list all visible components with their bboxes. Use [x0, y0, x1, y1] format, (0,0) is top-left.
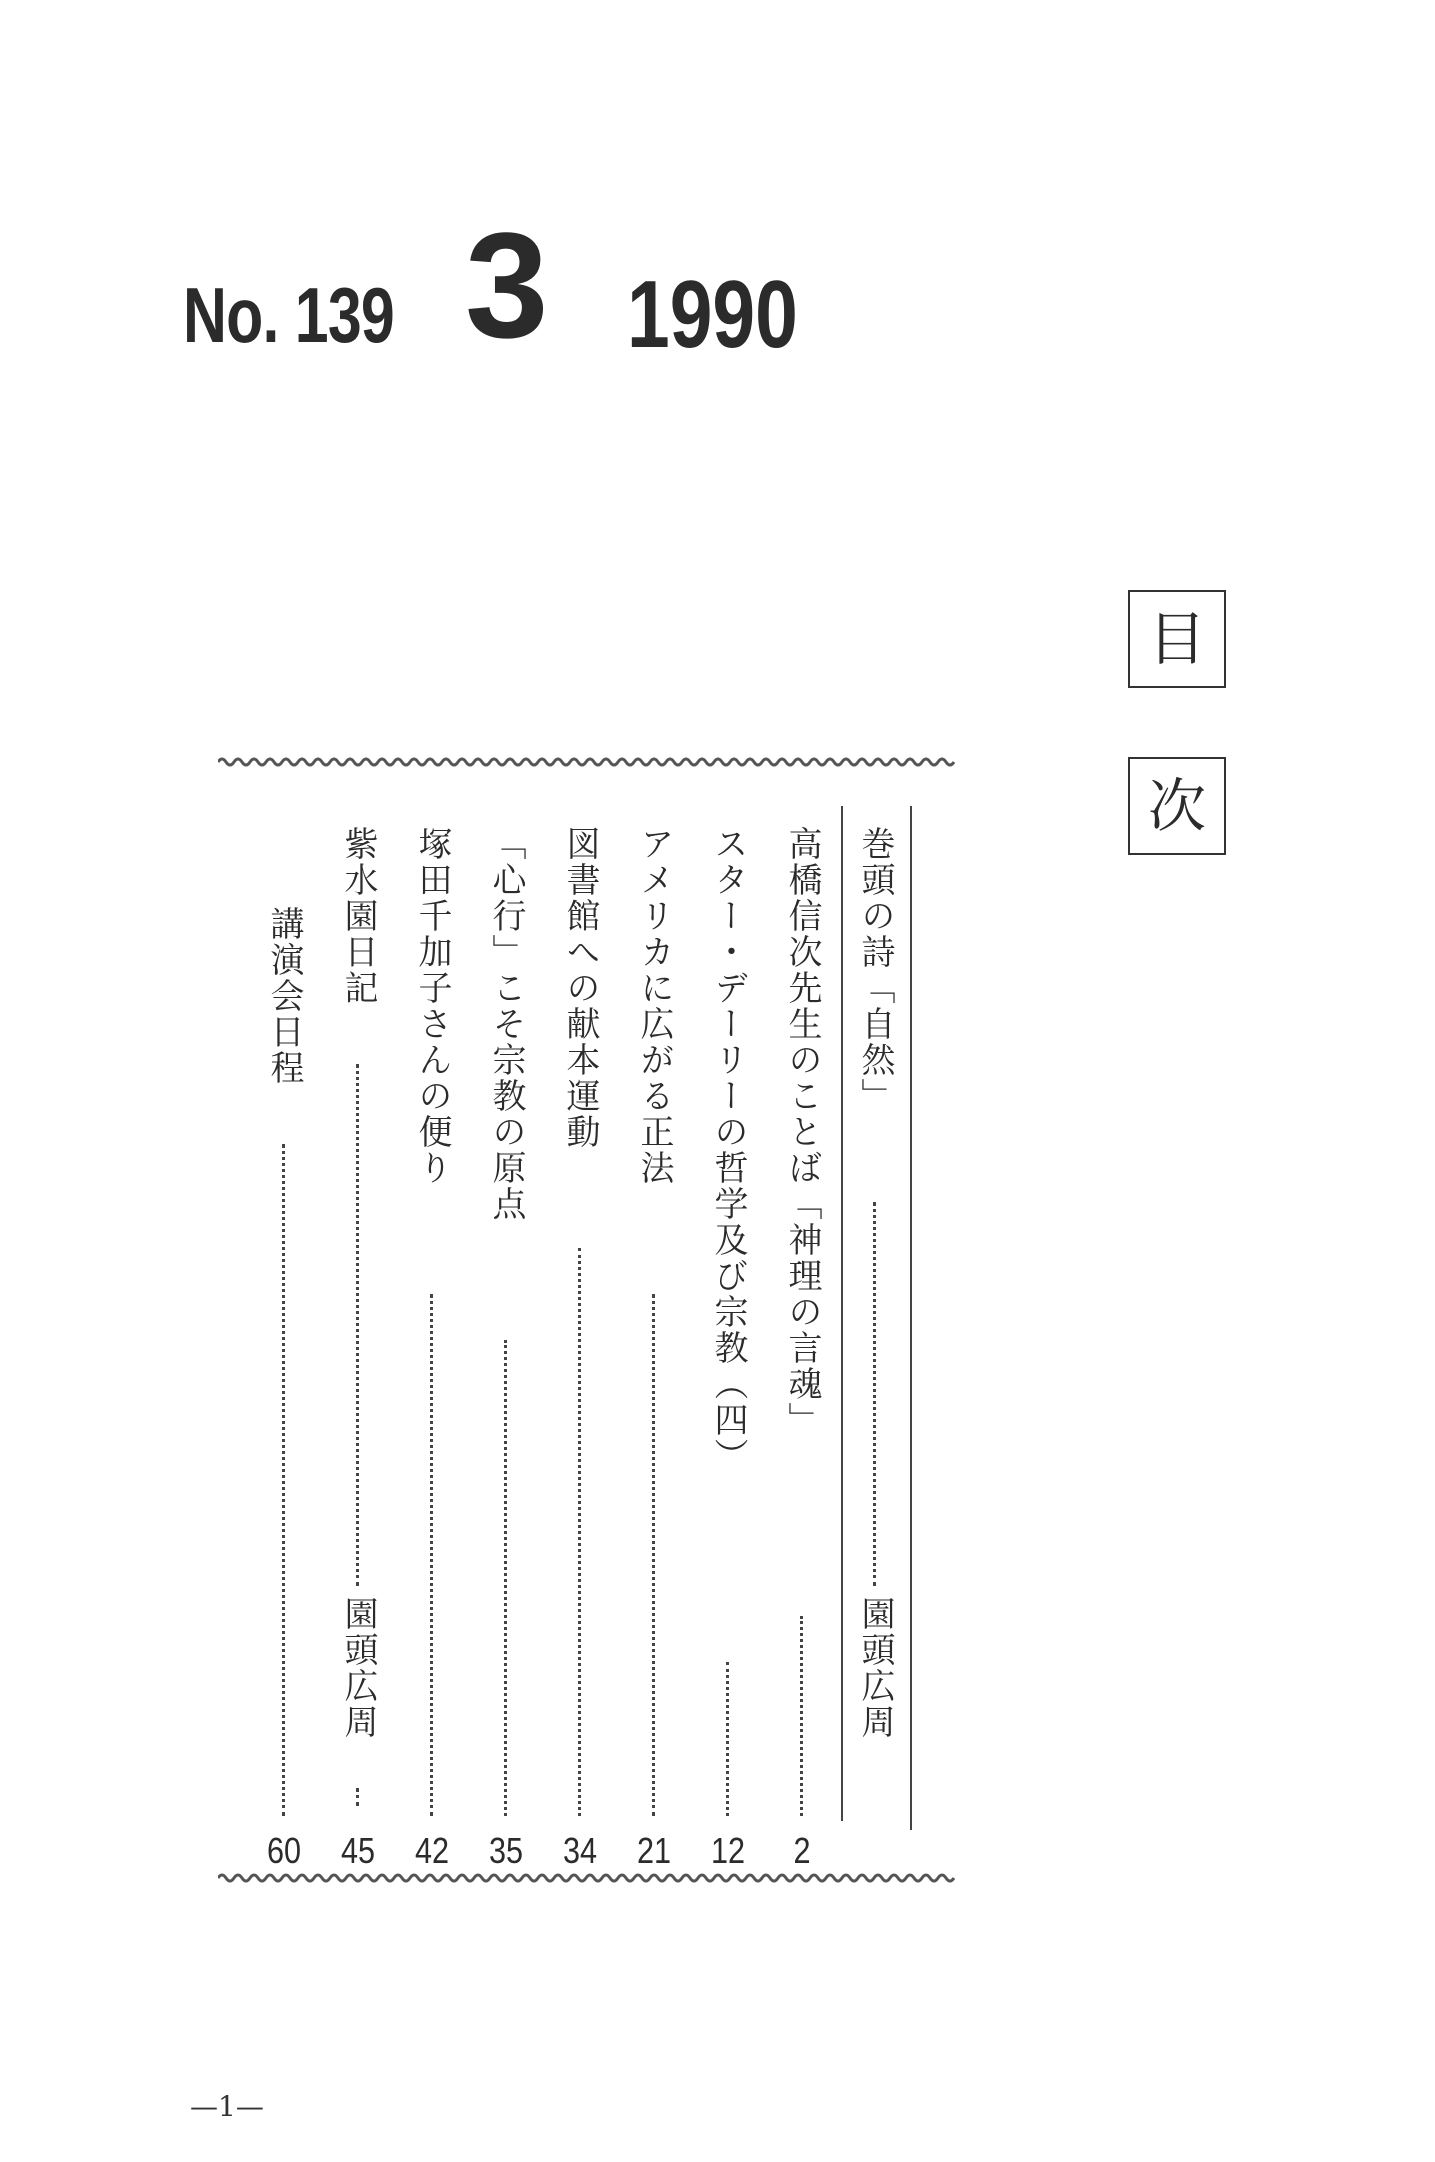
- toc-entry[interactable]: [706, 826, 750, 1871]
- issue-month: 3: [465, 201, 549, 369]
- toc-entry-leader-dots: [578, 1248, 581, 1816]
- toc-divider-line: [841, 806, 843, 1821]
- toc-entry-title: 塚田千加子さんの便り: [412, 826, 452, 1186]
- toc-entry-title: 「心行」こそ宗教の原点: [486, 826, 526, 1222]
- toc-entry-page-number: 42: [414, 1830, 450, 1871]
- toc-entry-leader-dots: [504, 1340, 507, 1816]
- page-number: —1—: [190, 2090, 264, 2123]
- issue-header: [183, 201, 883, 370]
- toc-entry-leader-dots: [356, 1064, 359, 1586]
- toc-entry-title: 講演会日程: [264, 906, 304, 1086]
- issue-number: No. 139: [183, 271, 394, 359]
- toc-entry-title: 紫水園日記: [338, 826, 378, 1006]
- toc-entry[interactable]: [484, 826, 528, 1871]
- toc-entry-page-number: 21: [636, 1830, 672, 1871]
- toc-entry-title: スター・デーリーの哲学及び宗教（四）: [708, 826, 748, 1474]
- toc-entry-leader-dots: [873, 1202, 876, 1586]
- top-wavy-rule: [218, 756, 958, 768]
- toc-entry-page-number: 35: [488, 1830, 524, 1871]
- toc-entry[interactable]: [632, 826, 676, 1871]
- toc-entry-author: 園頭広周: [855, 1596, 895, 1740]
- toc-entry-author: 園頭広周: [338, 1596, 378, 1740]
- toc-heading-char-2: 次: [1128, 757, 1226, 855]
- toc-entry-title: 巻頭の詩「自然」: [855, 826, 895, 1114]
- toc-entry-leader-dots: [356, 1788, 359, 1806]
- toc-entry-page-number: 45: [340, 1830, 376, 1871]
- toc-entry-leader-dots: [652, 1294, 655, 1816]
- toc-entry-page-number: 2: [793, 1830, 811, 1871]
- toc-entry-page-number: 12: [710, 1830, 746, 1871]
- toc-entry[interactable]: [336, 826, 380, 1871]
- issue-year: 1990: [627, 261, 798, 368]
- toc-entry[interactable]: [410, 826, 454, 1871]
- toc-entry-leader-dots: [282, 1144, 285, 1816]
- toc-entry-title: アメリカに広がる正法: [634, 826, 674, 1186]
- toc-entry-title: 図書館への献本運動: [560, 826, 600, 1150]
- toc-entry-leader-dots: [430, 1294, 433, 1816]
- toc-entry[interactable]: [780, 826, 824, 1871]
- toc-border-line: [910, 806, 912, 1830]
- toc-entry-page-number: 34: [562, 1830, 598, 1871]
- toc-entry-title: 高橋信次先生のことば「神理の言魂」: [782, 826, 822, 1438]
- toc-entry[interactable]: [558, 826, 602, 1871]
- toc-entry-leader-dots: [800, 1616, 803, 1816]
- toc-entry-leader-dots: [726, 1662, 729, 1816]
- toc-entry[interactable]: [262, 826, 306, 1871]
- bottom-wavy-rule: [218, 1872, 958, 1884]
- toc-entry-page-number: 60: [266, 1830, 302, 1871]
- toc-entry[interactable]: [853, 826, 897, 1826]
- toc-heading-char-1: 目: [1128, 590, 1226, 688]
